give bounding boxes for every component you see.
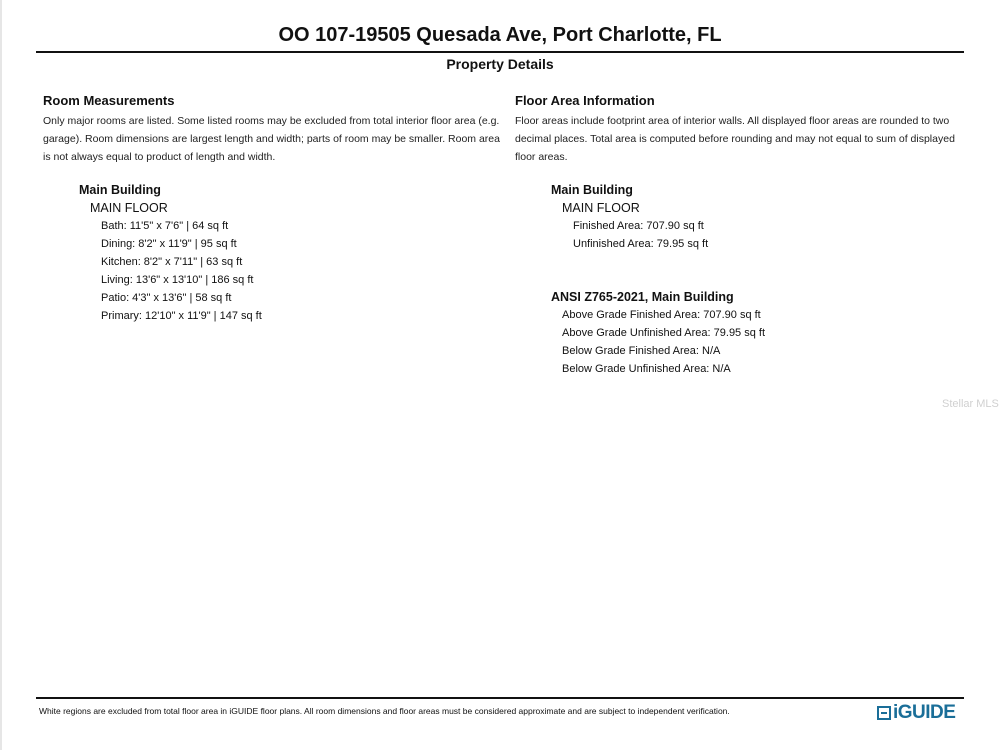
iguide-logo <box>877 702 955 724</box>
floor-area-heading: Floor Area Information <box>515 93 655 108</box>
room-item: Dining: 8'2" x 11'9" | 95 sq ft <box>101 238 237 250</box>
room-floor-label: MAIN FLOOR <box>90 201 168 215</box>
room-measurements-description: Only major rooms are listed. Some listed rooms may be excluded from total interior floor area (e.g. garage). Room dimensions are largest length and width; parts of room may be smaller. Room area is not always equal to product of length and width. <box>43 115 500 163</box>
room-item: Patio: 4'3" x 13'6" | 58 sq ft <box>101 292 232 304</box>
header-divider <box>36 51 964 53</box>
floor-area-description: Floor areas include footprint area of interior walls. All displayed floor areas are rounded to two decimal places. Total area is computed before rounding and may not equal to sum of displayed floor areas. <box>515 115 955 163</box>
room-item: Kitchen: 8'2" x 7'11" | 63 sq ft <box>101 256 243 268</box>
floor-area-floor-label: MAIN FLOOR <box>562 201 640 215</box>
iguide-logo-text: iGUIDE <box>893 702 956 723</box>
ansi-item: Below Grade Unfinished Area: N/A <box>562 363 731 375</box>
floor-area-item: Unfinished Area: 79.95 sq ft <box>573 238 709 250</box>
room-item: Primary: 12'10" x 11'9" | 147 sq ft <box>101 310 262 322</box>
room-measurements-heading: Room Measurements <box>43 93 175 108</box>
page-edge <box>0 0 2 750</box>
room-building-label: Main Building <box>79 183 161 197</box>
floor-area-item: Finished Area: 707.90 sq ft <box>573 220 704 232</box>
floor-area-list <box>551 181 951 253</box>
ansi-item: Above Grade Finished Area: 707.90 sq ft <box>562 309 761 321</box>
page-subtitle: Property Details <box>446 56 554 72</box>
room-item: Living: 13'6" x 13'10" | 186 sq ft <box>101 274 254 286</box>
ansi-heading: ANSI Z765-2021, Main Building <box>551 290 734 304</box>
ansi-item: Above Grade Unfinished Area: 79.95 sq ft <box>562 327 766 339</box>
floor-area-building-label: Main Building <box>551 183 633 197</box>
footer-disclaimer: White regions are excluded from total floor area in iGUIDE floor plans. All room dimensions and floor areas must be considered approximate and are subject to independent verification. <box>39 706 730 716</box>
floor-area-section <box>515 93 975 166</box>
ansi-item: Below Grade Finished Area: N/A <box>562 345 721 357</box>
footer-divider <box>36 697 964 699</box>
ansi-list <box>551 288 951 378</box>
watermark: Stellar MLS <box>942 398 999 410</box>
iguide-logo-icon <box>877 706 891 720</box>
room-item: Bath: 11'5" x 7'6" | 64 sq ft <box>101 220 229 232</box>
room-list <box>79 181 499 325</box>
page-title: OO 107-19505 Quesada Ave, Port Charlotte, FL <box>278 24 722 46</box>
room-measurements-section <box>43 93 503 166</box>
